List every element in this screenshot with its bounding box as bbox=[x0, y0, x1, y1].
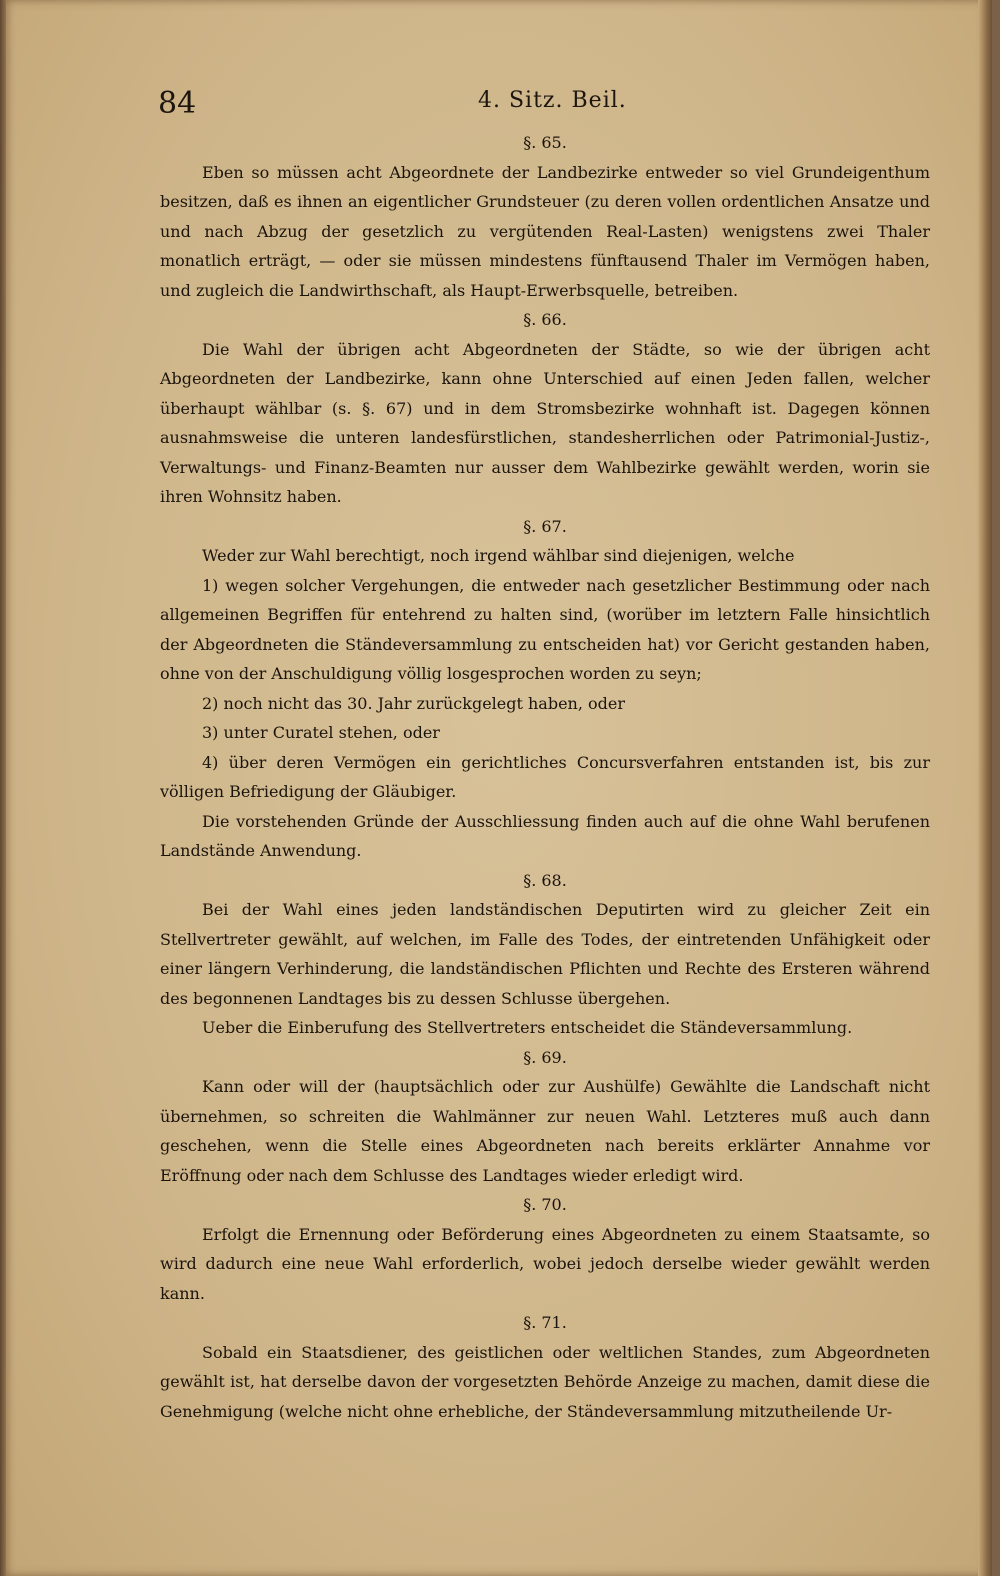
paragraph: Eben so müssen acht Abgeordnete der Landbezirke entweder so viel Grundeigenthum besitzen, daß es ihnen an eigentlicher Grundsteuer (zu deren vollen ordentlichen Ansatze und und nach Abzug der gesetzlich zu vergütenden Real-Lasten) wenigstens zwei Thaler monatlich erträgt, — oder sie müssen mindestens fünftausend Thaler im Vermögen haben, und zugleich die Landwirthschaft, als Haupt-Erwerbsquelle, betreiben. bbox=[160, 162, 930, 300]
section-heading: §. 68. bbox=[523, 870, 567, 890]
list-item: 4) über deren Vermögen ein gerichtliches Concursverfahren entstanden ist, bis zur völligen Befriedigung der Gläubiger. bbox=[160, 752, 930, 801]
paragraph: Bei der Wahl eines jeden landständischen Deputirten wird zu gleicher Zeit ein Stellvertreter gewählt, auf welchen, im Falle des Todes, der eintretenden Unfähigkeit oder einer längern Verhinderung, die landständischen Pflichten und Rechte des Ersteren während des begonnenen Landtages bis zu dessen Schlusse übergehen. bbox=[160, 900, 930, 1008]
section-heading: §. 71. bbox=[523, 1313, 567, 1332]
section-heading: §. 66. bbox=[523, 310, 567, 329]
paragraph: Die Wahl der übrigen acht Abgeordneten der Städte, so wie der übrigen acht Abgeordneten der Landbezirke, kann ohne Unterschied auf einen Jeden fallen, welcher überhaupt wählbar (s. §. 67) und in dem Stromsbezirke wohnhaft ist. Dagegen können ausnahmsweise die unteren landesfürstlichen, standesherrlichen oder Patrimonial-Justiz-, Verwaltungs- und Finanz-Beamten nur ausser dem Wahlbezirke gewählt werden, worin sie ihren Wohnsitz haben. bbox=[160, 339, 930, 506]
list-item: 1) wegen solcher Vergehungen, die entweder nach gesetzlicher Bestimmung oder nach allgemeinen Begriffen für entehrend zu halten sind, (worüber im letztern Falle hinsichtlich der Abgeordneten die Ständeversammlung zu entscheiden hat) vor Gericht gestanden haben, ohne von der Anschuldigung völlig losgesprochen worden zu seyn; bbox=[160, 575, 930, 683]
section-heading: §. 69. bbox=[523, 1047, 567, 1067]
running-head: 4. Sitz. Beil. bbox=[478, 88, 627, 113]
paragraph: Sobald ein Staatsdiener, des geistlichen oder weltlichen Standes, zum Abgeordneten gewählt ist, hat derselbe davon der vorgesetzten Behörde Anzeige zu machen, damit diese die Genehmigung (welche nicht ohne erhebliche, der Ständeversammlung mitzutheilende Ur- bbox=[160, 1342, 930, 1421]
paragraph: Weder zur Wahl berechtigt, noch irgend wählbar sind diejenigen, welche bbox=[202, 546, 795, 565]
paragraph: Ueber die Einberufung des Stellvertreters entscheidet die Ständeversammlung. bbox=[202, 1018, 853, 1037]
page-header bbox=[158, 86, 928, 122]
section-heading: §. 65. bbox=[523, 133, 567, 152]
paragraph: Die vorstehenden Gründe der Ausschliessung finden auch auf die ohne Wahl berufenen Landstände Anwendung. bbox=[160, 811, 930, 860]
section-heading: §. 70. bbox=[523, 1195, 567, 1214]
page-number: 84 bbox=[158, 86, 197, 121]
page-body-text bbox=[160, 128, 930, 1426]
page-fore-edge bbox=[978, 0, 992, 1576]
list-item: 2) noch nicht das 30. Jahr zurückgelegt haben, oder bbox=[202, 693, 626, 713]
list-item: 3) unter Curatel stehen, oder bbox=[202, 723, 440, 742]
section-heading: §. 67. bbox=[523, 516, 567, 536]
paragraph: Erfolgt die Ernennung oder Beförderung eines Abgeordneten zu einem Staatsamte, so wird dadurch eine neue Wahl erforderlich, wobei jedoch derselbe wieder gewählt werden kann. bbox=[160, 1224, 930, 1303]
paragraph: Kann oder will der (hauptsächlich oder zur Aushülfe) Gewählte die Landschaft nicht übernehmen, so schreiten die Wahlmänner zur neuen Wahl. Letzteres muß auch dann geschehen, wenn die Stelle eines Abgeordneten nach bereits erklärter Annahme vor Eröffnung oder nach dem Schlusse des Landtages wieder erledigt wird. bbox=[160, 1077, 930, 1185]
